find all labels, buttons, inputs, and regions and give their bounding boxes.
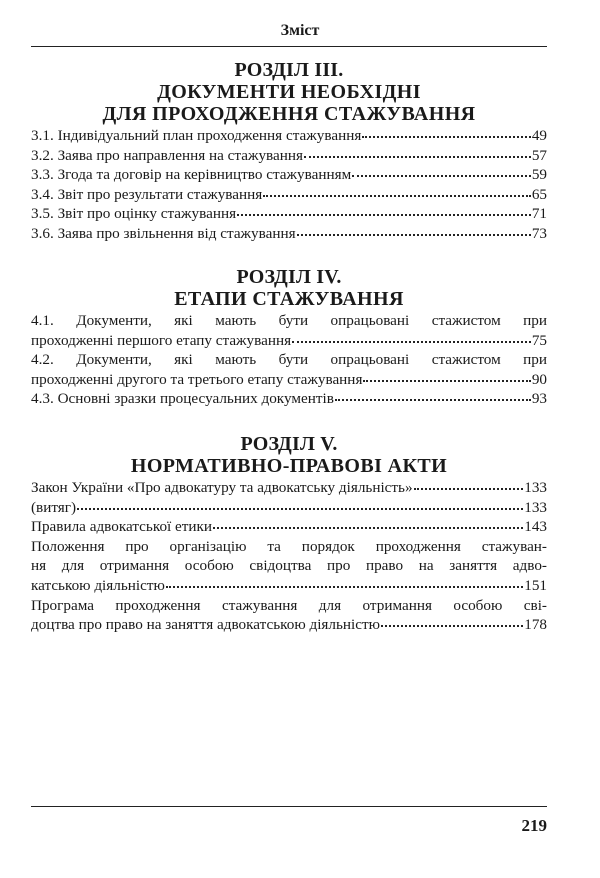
toc-entry[interactable] <box>31 311 547 350</box>
section-5 <box>31 433 547 635</box>
toc-entry-title: 4.3. Основні зразки процесуальних документів <box>31 390 334 408</box>
toc-entry-title: 3.4. Звіт про результати стажування <box>31 185 263 203</box>
section-5-number: РОЗДІЛ V. <box>240 433 338 455</box>
toc-page-number: 133 <box>524 498 547 516</box>
section-5-toc <box>31 478 547 635</box>
toc-entry-leader-row <box>31 331 547 351</box>
toc-entry-title: 3.6. Заява про звільнення від стажування <box>31 224 296 242</box>
toc-page-number: 65 <box>531 185 547 203</box>
dot-leader <box>166 586 523 588</box>
toc-page-number: 133 <box>524 479 547 496</box>
dot-leader <box>335 399 531 401</box>
toc-page-number: 90 <box>531 370 547 388</box>
toc-page-number: 143 <box>524 518 547 536</box>
section-4 <box>31 266 547 409</box>
toc-page-number: 151 <box>524 576 547 594</box>
toc-entry[interactable] <box>31 389 547 409</box>
toc-entry[interactable] <box>31 478 547 498</box>
dot-leader <box>304 156 531 158</box>
section-4-title: ЕТАПИ СТАЖУВАННЯ <box>174 288 404 310</box>
section-3 <box>31 59 547 244</box>
toc-entry-title: Правила адвокатської етики <box>31 518 213 536</box>
toc-entry-leader-row <box>31 204 547 224</box>
toc-entry-leader-row <box>31 165 547 185</box>
toc-entry-title: проходженні першого етапу стажування <box>31 331 292 349</box>
toc-entry-leader-row <box>31 370 547 390</box>
page-number: 219 <box>521 816 547 835</box>
toc-entry[interactable] <box>31 165 547 185</box>
toc-page-number: 49 <box>531 127 547 144</box>
toc-entry-leader-row <box>31 126 547 146</box>
toc-page-number: 57 <box>531 146 547 164</box>
running-header: Зміст <box>280 22 320 39</box>
dot-leader <box>237 214 531 216</box>
toc-entry-leader-row <box>31 517 547 537</box>
dot-leader <box>263 195 531 197</box>
toc-entry-title: проходженні другого та третього етапу стажування <box>31 370 363 388</box>
footer-rule <box>31 806 547 807</box>
toc-entry-title: 3.2. Заява про направлення на стажування <box>31 146 304 164</box>
toc-entry-leader-row <box>31 185 547 205</box>
toc-page-number: 59 <box>531 166 547 184</box>
toc-entry-title: Закон України «Про адвокатуру та адвокатську діяльність» <box>31 479 413 496</box>
dot-leader <box>363 380 530 382</box>
toc-page-number: 75 <box>531 331 547 349</box>
dot-leader <box>292 341 531 343</box>
toc-entry-leader-row <box>31 615 547 635</box>
toc-entry-leader-row <box>31 576 547 596</box>
toc-entry-title-line: Програма проходження стажування для отримання особою сві- <box>31 596 547 614</box>
toc-entry-title: 3.3. Згода та договір на керівництво стажуванням <box>31 166 352 184</box>
section-4-number: РОЗДІЛ IV. <box>236 266 342 288</box>
dot-leader <box>352 175 531 177</box>
toc-page-number: 178 <box>524 616 547 634</box>
toc-entry[interactable] <box>31 146 547 166</box>
section-3-toc <box>31 126 547 244</box>
toc-entry[interactable] <box>31 537 547 596</box>
toc-entry-leader-row <box>31 224 547 244</box>
section-5-title: НОРМАТИВНО-ПРАВОВІ АКТИ <box>130 455 448 477</box>
toc-entry-title: (витяг) <box>31 498 77 516</box>
dot-leader <box>414 488 524 490</box>
toc-entry-leader-row <box>31 478 547 498</box>
toc-entry-title-line: Положення про організацію та порядок проходження стажуван- <box>31 537 547 555</box>
toc-entry-leader-row <box>31 146 547 166</box>
dot-leader <box>297 234 531 236</box>
toc-entry-leader-row <box>31 498 547 518</box>
toc-entry-title: 3.5. Звіт про оцінку стажування <box>31 205 237 223</box>
toc-entry-title: доцтва про право на заняття адвокатською діяльністю <box>31 616 380 634</box>
dot-leader <box>381 625 523 627</box>
toc-entry[interactable] <box>31 204 547 224</box>
toc-entry[interactable] <box>31 350 547 389</box>
toc-entry-leader-row <box>31 389 547 409</box>
dot-leader <box>362 136 531 138</box>
toc-page-number: 93 <box>531 390 547 408</box>
toc-entry-title-line: ня для отримання особою свідоцтва про право на заняття адво- <box>31 557 547 575</box>
toc-page-number: 73 <box>531 224 547 242</box>
toc-entry-title: катською діяльністю <box>31 576 165 594</box>
section-3-title-line-1: ДОКУМЕНТИ НЕОБХІДНІ <box>157 81 421 103</box>
section-3-title-line-2: ДЛЯ ПРОХОДЖЕННЯ СТАЖУВАННЯ <box>102 103 476 125</box>
toc-entry-title: 3.1. Індивідуальний план проходження стажування <box>31 127 362 144</box>
toc-entry[interactable] <box>31 498 547 518</box>
toc-entry[interactable] <box>31 224 547 244</box>
toc-page-number: 71 <box>531 205 547 223</box>
header-rule <box>31 46 547 47</box>
toc-entry[interactable] <box>31 126 547 146</box>
toc-entry-title-line: 4.1. Документи, які мають бути опрацьовані стажистом при <box>31 312 547 329</box>
toc-entry[interactable] <box>31 517 547 537</box>
toc-entry[interactable] <box>31 185 547 205</box>
section-4-toc <box>31 311 547 409</box>
toc-entry-title-line: 4.2. Документи, які мають бути опрацьовані стажистом при <box>31 351 547 369</box>
dot-leader <box>213 527 523 529</box>
section-3-number: РОЗДІЛ III. <box>234 59 344 81</box>
toc-entry[interactable] <box>31 596 547 635</box>
dot-leader <box>77 508 523 510</box>
